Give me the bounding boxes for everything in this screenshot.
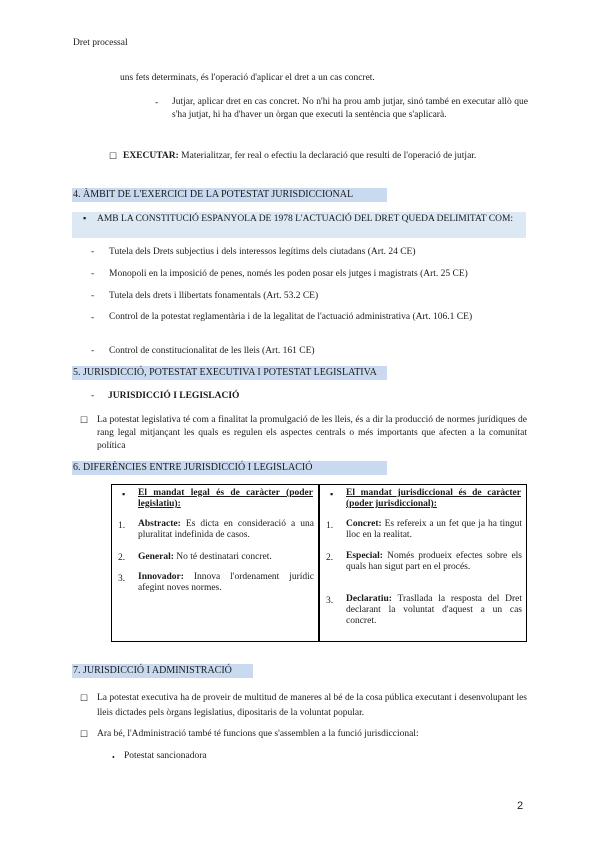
legislative-column bbox=[112, 485, 320, 642]
section-7-bullet: Potestat sancionadora bbox=[124, 751, 207, 761]
section-6-title: 6. DIFERÈNCIES ENTRE JURISDICCIÓ I LEGISLACIÓ bbox=[72, 461, 387, 475]
checkbox-bullet-icon: ☐ bbox=[80, 693, 89, 703]
round-bullet-icon: • bbox=[112, 753, 115, 762]
legislative-heading: El mandat legal és de caràcter (poder legislatiu): bbox=[138, 488, 313, 509]
item-label: Abstracte: bbox=[138, 519, 181, 529]
intro-dash-item: Jutjar, aplicar dret en cas concret. No n'hi ha prou amb jutjar, sinó també en executar allò que s'ha jutjat, hi ha d'haver un òrgan que executi la sentència que s'aplicarà. bbox=[172, 97, 528, 120]
square-bullet-icon: ▪ bbox=[330, 489, 334, 499]
item-number: 3. bbox=[326, 596, 334, 606]
legislative-item bbox=[138, 519, 314, 541]
list-item: Control de la potestat reglamentària i de la legalitat de l'actuació administrativa (Art. 106.1 CE) bbox=[109, 312, 473, 322]
dash-marker: - bbox=[155, 98, 159, 108]
executar-paragraph bbox=[123, 150, 528, 163]
item-text: Només produeix efectes sobre els quals han sigut part en el procés. bbox=[346, 551, 522, 572]
legislative-item bbox=[138, 572, 314, 594]
item-text: Trasllada la resposta del Dret declarant la voluntat d'aquest a un cas concret. bbox=[346, 594, 522, 626]
section-4-heading: AMB LA CONSTITUCIÓ ESPANYOLA DE 1978 L'ACTUACIÓ DEL DRET QUEDA DELIMITAT COM: bbox=[97, 214, 514, 224]
jurisdictional-column bbox=[319, 485, 527, 642]
dash-marker: - bbox=[91, 346, 95, 356]
checkbox-bullet-icon: ☐ bbox=[109, 151, 118, 161]
item-label: Declaratiu: bbox=[346, 594, 392, 604]
item-text: Innova l'ordenament jurídic afegint noves normes. bbox=[138, 572, 315, 593]
item-label: Concret: bbox=[346, 519, 382, 529]
item-text: No té destinatari concret. bbox=[176, 552, 272, 562]
square-bullet-icon: ▪ bbox=[122, 489, 126, 499]
list-item: Control de constitucionalitat de les lleis (Art. 161 CE) bbox=[109, 346, 315, 356]
item-text: Es dicta en consideració a una pluralitat indefinida de casos. bbox=[138, 519, 315, 540]
section-5-subheading: JURISDICCIÓ I LEGISLACIÓ bbox=[108, 391, 240, 401]
item-number: 3. bbox=[118, 574, 126, 584]
item-number: 2. bbox=[326, 553, 334, 563]
dash-marker: - bbox=[91, 313, 95, 323]
jurisdictional-item bbox=[346, 519, 522, 541]
square-bullet-icon: ▪ bbox=[83, 213, 87, 223]
section-4-title: 4. ÀMBIT DE L'EXERCICI DE LA POTESTAT JURISDICCIONAL bbox=[72, 188, 387, 202]
checkbox-bullet-icon: ☐ bbox=[80, 415, 89, 425]
legislative-item bbox=[138, 552, 314, 563]
item-label: General: bbox=[138, 552, 174, 562]
running-header: Dret processal bbox=[73, 38, 128, 48]
dash-marker: - bbox=[91, 391, 95, 401]
dash-marker: - bbox=[91, 291, 95, 301]
intro-line: uns fets determinats, és l'operació d'aplicar el dret a un cas concret. bbox=[120, 73, 375, 83]
item-number: 1. bbox=[118, 521, 126, 531]
item-number: 1. bbox=[326, 521, 334, 531]
comparison-table bbox=[111, 484, 527, 642]
jurisdictional-heading: El mandat jurisdiccional és de caràcter (poder jurisdiccional): bbox=[346, 488, 521, 509]
page-number: 2 bbox=[517, 800, 524, 812]
section-5-paragraph: La potestat legislativa té com a finalitat la promulgació de les lleis, és a dir la producció de normes jurídiques de rang legal mitjançant les quals es regulen els aspectes centrals o més importants que afecten a la comunitat política bbox=[97, 415, 527, 451]
item-text: Es refereix a un fet que ja ha tingut lloc en la realitat. bbox=[346, 519, 522, 540]
jurisdictional-item bbox=[346, 551, 522, 573]
section-5-title: 5. JURISDICCIÓ, POTESTAT EXECUTIVA I POTESTAT LEGISLATIVA bbox=[72, 366, 387, 380]
section-7-paragraph-2: Ara bé, l'Administració també té funcions que s'assemblen a la funció jurisdiccional: bbox=[97, 729, 419, 739]
list-item: Monopoli en la imposició de penes, només les poden posar els jutges i magistrats (Art. 25 CE) bbox=[109, 269, 468, 279]
list-item: Tutela dels drets i llibertats fonamentals (Art. 53.2 CE) bbox=[109, 291, 319, 301]
section-7-title: 7. JURISDICCIÓ I ADMINISTRACIÓ bbox=[72, 664, 253, 678]
section-7-paragraph-1: La potestat executiva ha de proveir de multitud de maneres al bé de la cosa pública executant i desenvolupant les lleis dictades pels òrgans legislatius, dipositaris de la voluntat popular. bbox=[97, 693, 527, 718]
item-label: Especial: bbox=[346, 551, 383, 561]
item-number: 2. bbox=[118, 553, 126, 563]
jurisdictional-item bbox=[346, 594, 522, 627]
checkbox-bullet-icon: ☐ bbox=[80, 729, 89, 739]
executar-text: Materialitzar, fer real o efectiu la declaració que resulti de l'operació de jutjar. bbox=[181, 151, 477, 161]
dash-marker: - bbox=[91, 269, 95, 279]
item-label: Innovador: bbox=[138, 572, 184, 582]
executar-label: EXECUTAR: bbox=[123, 151, 179, 161]
dash-marker: - bbox=[91, 247, 95, 257]
list-item: Tutela dels Drets subjectius i dels interessos legítims dels ciutadans (Art. 24 CE) bbox=[109, 247, 416, 257]
